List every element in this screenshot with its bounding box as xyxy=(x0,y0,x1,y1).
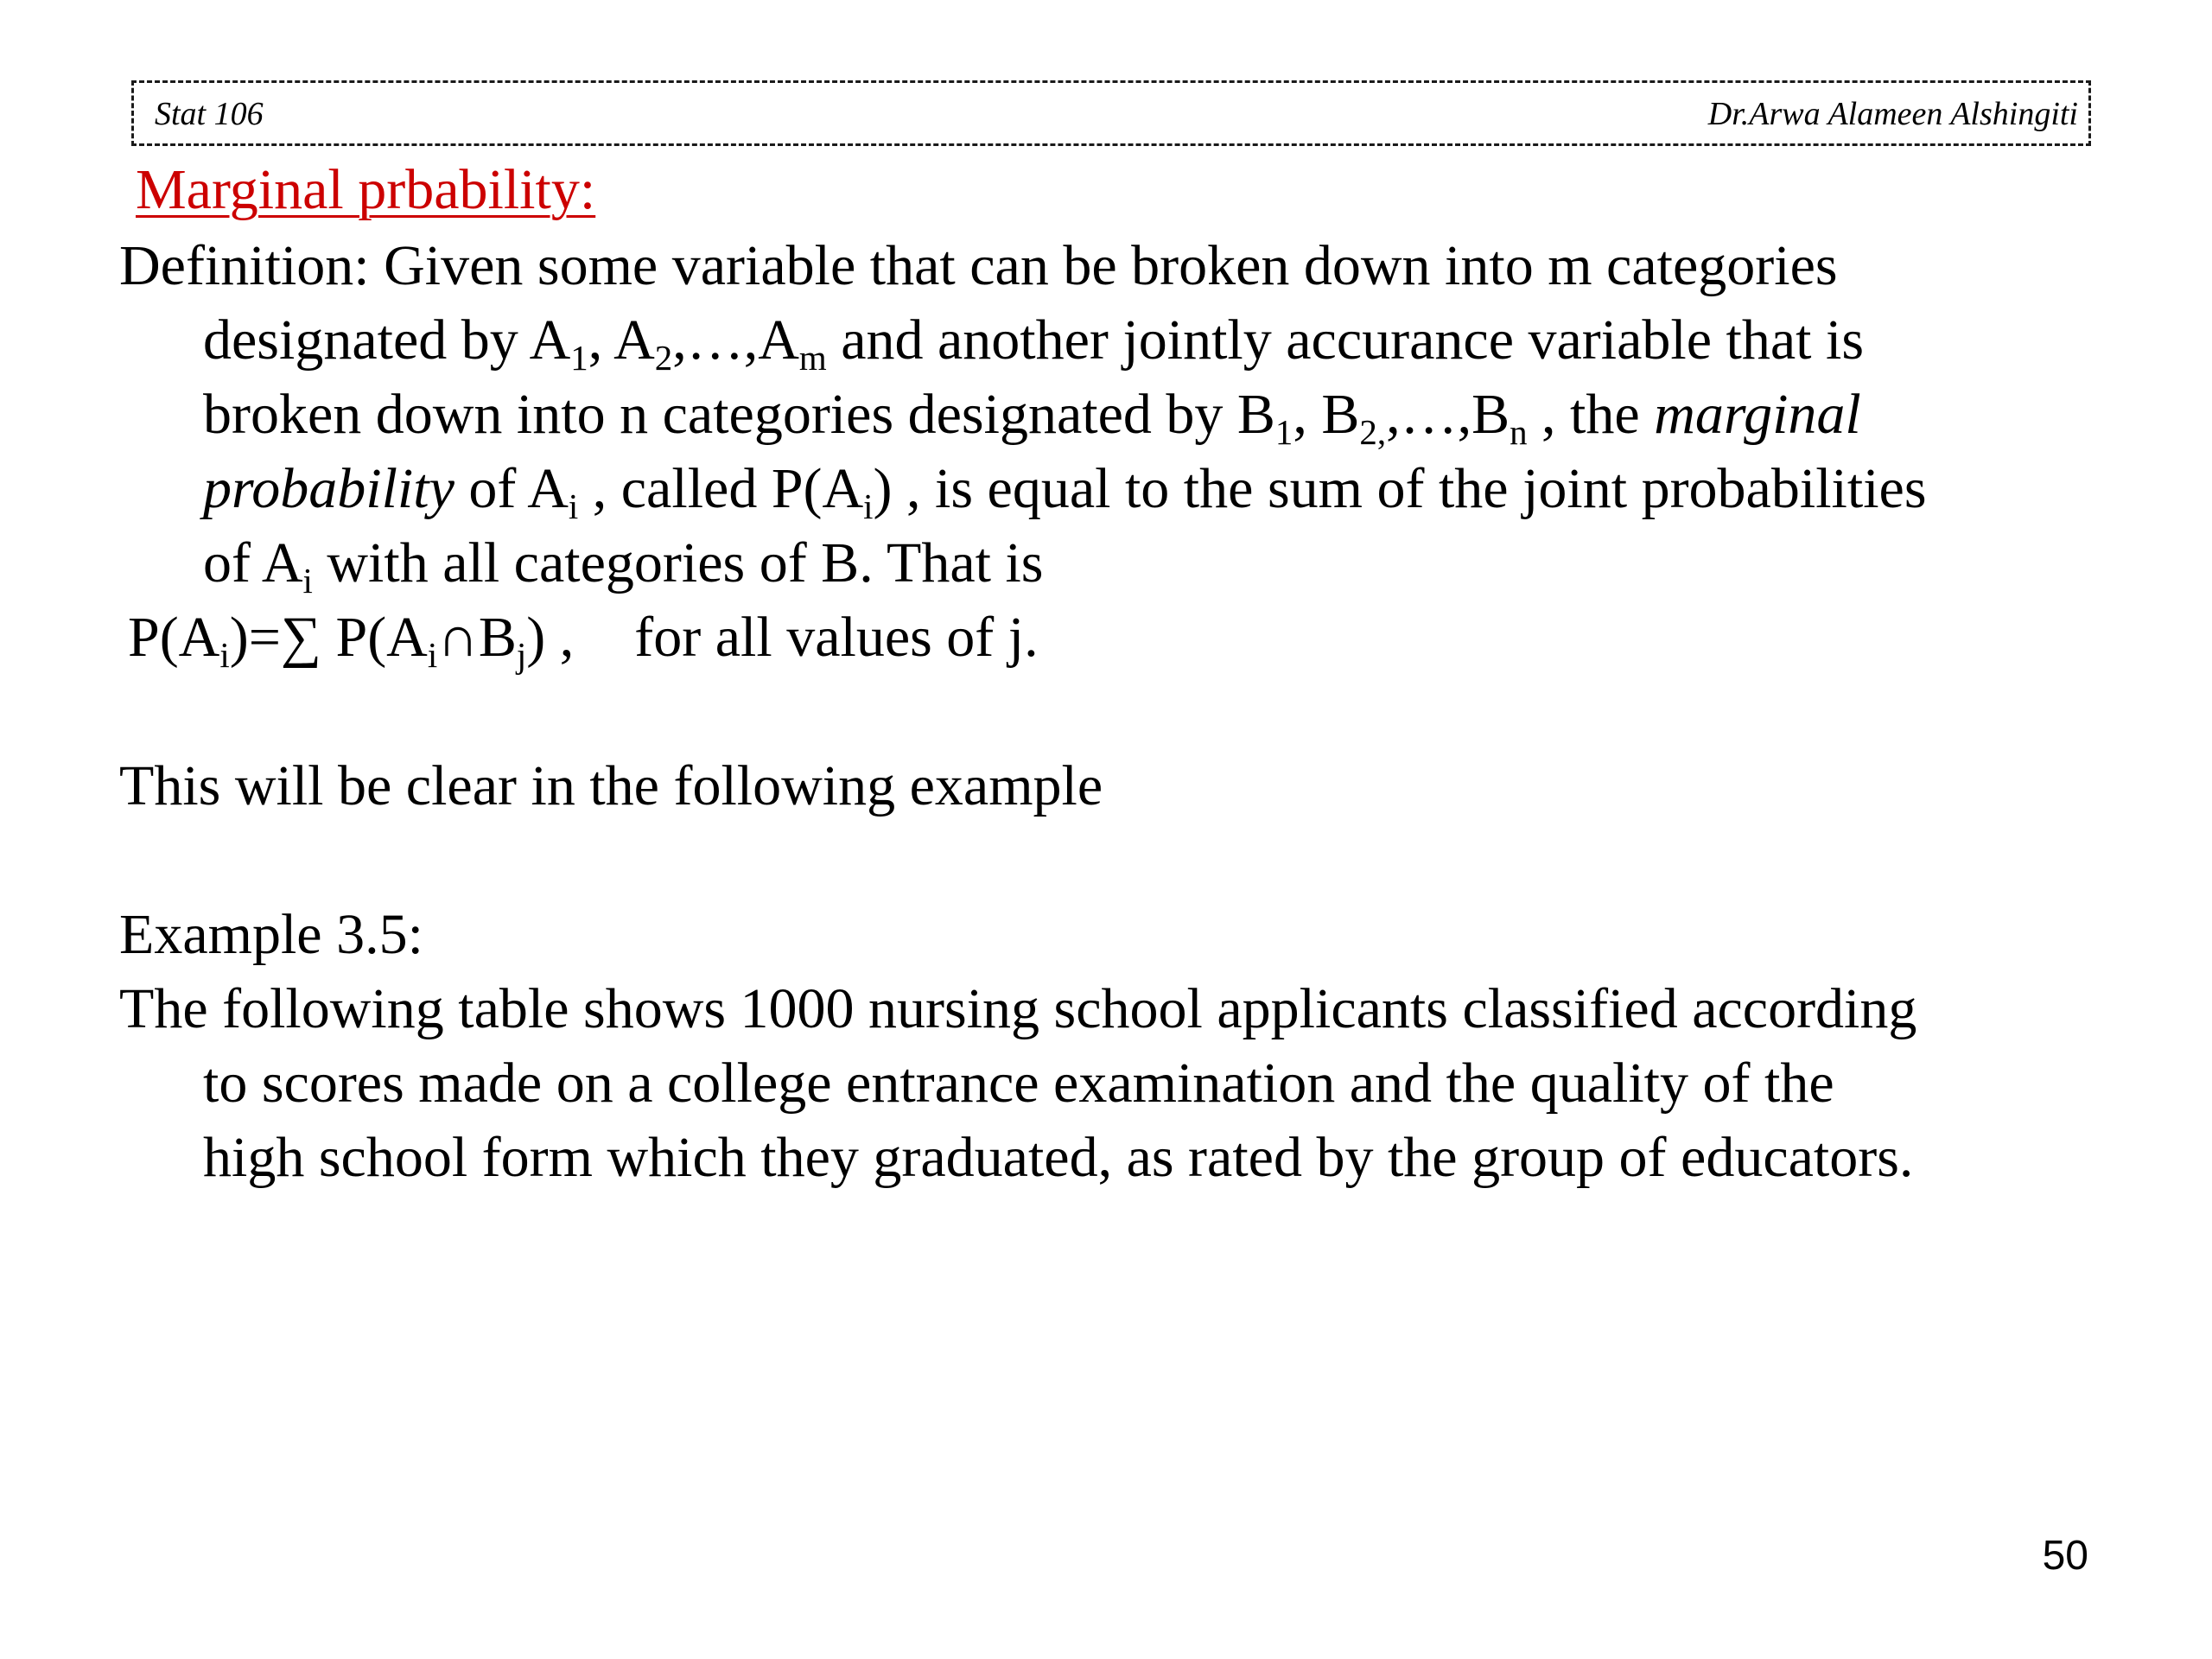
definition-line-3: broken down into n categories designated by $B_1$, $B_{2,},\dots,B_n$ , the marginal xyxy=(203,383,1861,453)
page-number: 50 xyxy=(2042,1533,2088,1579)
example-heading: Example 3.5: xyxy=(119,903,423,966)
author-name: Dr.Arwa Alameen Alshingiti xyxy=(1707,96,2078,132)
course-code: Stat 106 xyxy=(155,96,264,132)
slide-title: Marginal prbability: xyxy=(136,158,596,221)
example-line-1: The following table shows 1000 nursing school applicants classified according xyxy=(119,977,1917,1040)
definition-line-1: Definition: Given some variable that can be broken down into m categories xyxy=(119,234,1838,297)
marginal-probability-formula: $P(A_i)=\sum$ $P(A_i\cap B_j)$ , for all values of j. xyxy=(128,606,1039,676)
definition-line-5: of $A_i$ with all categories of B. That is xyxy=(203,531,1044,601)
example-line-2: to scores made on a college entrance examination and the quality of the xyxy=(203,1052,1834,1115)
example-line-3: high school form which they graduated, as rated by the group of educators. xyxy=(203,1126,1914,1189)
definition-line-4: probability of $A_i$ , called $P(A_i)$ , is equal to the sum of the joint probabilities xyxy=(203,457,1927,527)
definition-line-2: designated by $A_1$, $A_2,\dots,A_m$ and another jointly accurance variable that is xyxy=(203,308,1865,378)
intro-to-example: This will be clear in the following example xyxy=(119,754,1103,817)
slide-header xyxy=(131,80,2091,146)
